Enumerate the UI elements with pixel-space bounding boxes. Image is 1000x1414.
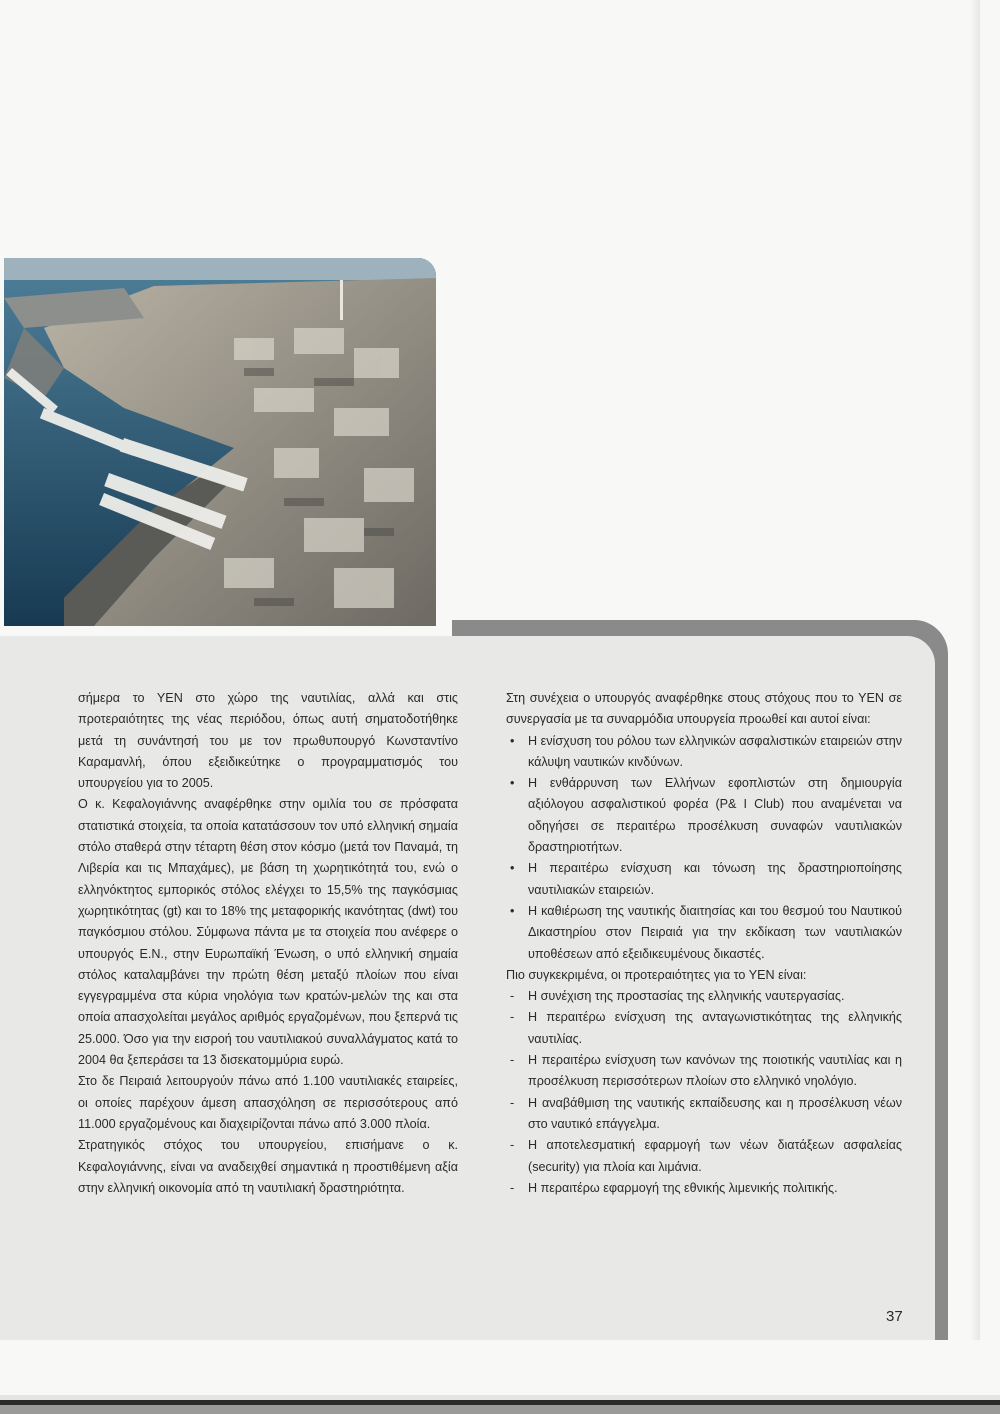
list-item-text: Η ενθάρρυνση των Ελλήνων εφοπλιστών στη δημιουργία αξιόλογου ασφαλιστικού φορέα (P& I Club) που αναμένεται να οδηγήσει σε περαιτέρω προσέλκυση συναφών ναυτιλιακών δραστηριοτήτων. [528,776,902,855]
paragraph: Στο δε Πειραιά λειτουργούν πάνω από 1.100 ναυτιλιακές εταιρείες, οι οποίες παρέχουν άμεση απασχόληση σε περισσότερους από 11.000 εργαζομένους και διαχειρίζονται πάνω από 3.000 πλοία. [78,1074,458,1131]
dash-mark: - [510,1180,515,1195]
page-shadow [970,0,980,1340]
list-item-text: Η περαιτέρω ενίσχυση και τόνωση της δραστηριοποίησης ναυτιλιακών εταιρειών. [528,861,902,897]
dash-mark: - [510,1010,515,1025]
left-column [78,688,458,1199]
priorities-list [506,986,902,1199]
list-item [506,1007,902,1050]
paragraph: Στρατηγικός στόχος του υπουργείου, επισήμανε ο κ. Κεφαλογιάννης, είναι να αναδειχθεί σημαντικά η προστιθέμενη αξία στην ελληνική οικονομία από τη ναυτιλιακή δραστηριότητα. [78,1138,458,1195]
list-item [506,901,902,965]
list-item [506,731,902,774]
page-number: 37 [886,1308,903,1325]
paragraph: Στη συνέχεια ο υπουργός αναφέρθηκε στους στόχους που το ΥΕΝ σε συνεργασία με τα συναρμόδια υπουργεία προωθεί και αυτοί είναι: [506,691,902,727]
list-item [506,858,902,901]
list-item-text: Η ενίσχυση του ρόλου των ελληνικών ασφαλιστικών εταιρειών στην κάλυψη ναυτικών κινδύνων. [528,733,902,769]
list-item [506,1093,902,1136]
dash-mark: - [510,1053,515,1068]
list-item-text: Η περαιτέρω ενίσχυση της ανταγωνιστικότητας της ελληνικής ναυτιλίας. [528,1010,902,1046]
list-item-text: Η αναβάθμιση της ναυτικής εκπαίδευσης και η προσέλκυση νέων στο ναυτικό επάγγελμα. [528,1095,902,1131]
list-item [506,773,902,858]
bullet-mark: • [510,733,515,748]
dash-mark: - [510,989,515,1004]
list-item-text: Η αποτελεσματική εφαρμογή των νέων διατάξεων ασφαλείας (security) για πλοία και λιμάνια. [528,1138,902,1174]
list-item [506,986,902,1007]
bullet-mark: • [510,776,515,791]
paragraph: Ο κ. Κεφαλογιάννης αναφέρθηκε στην ομιλία του σε πρόσφατα στατιστικά στοιχεία, τα οποία κατατάσσουν τον υπό ελληνική σημαία στόλο σταθερά στην τέταρτη θέση στον κόσμο (μετά τον Παναμά, τη Λιβερία και τις Μπαχάμες), με βάση τη χωρητικότητά του, ενώ ο ελληνόκτητος εμπορικός στόλος ελέγχει το 15,5% της παγκόσμιας χωρητικότητας (gt) και το 18% της μεταφορικής ικανότητας (dwt) του παγκόσμιου στόλου. Σύμφωνα πάντα με τα στοιχεία που ανέφερε ο υπουργός Ε.Ν., στην Ευρωπαϊκή Ένωση, ο υπό ελληνική σημαία στόλος καταλαμβάνει την πρώτη θέση μεταξύ πλοίων που είναι εγγεγραμμένα στα κύρια νηολόγια των κρατών-μελών της και στα οποία απασχολείται μεγάλος αριθμός εργαζομένων, που ξεπερνά τις 25.000. Όσο για την εισροή του ναυτιλιακού συναλλάγματος κατά το 2004 θα ξεπεράσει τα 13 δισεκατομμύρια ευρώ. [78,797,458,1068]
page-edge [0,1395,1000,1414]
list-item [506,1135,902,1178]
port-aerial-photo [4,258,436,626]
right-column [506,688,902,1199]
paragraph: σήμερα το ΥΕΝ στο χώρο της ναυτιλίας, αλλά και στις προτεραιότητες της νέας περιόδου, όπως αυτή σηματοδοτήθηκε μετά τη συνάντησή του με τον πρωθυπουργό Κωνσταντίνο Καραμανλή, όπου εξειδικεύτηκε ο προγραμματισμός του υπουργείου για το 2005. [78,691,458,791]
list-item [506,1050,902,1093]
paragraph: Πιο συγκεκριμένα, οι προτεραιότητες για το ΥΕΝ είναι: [506,967,807,982]
goals-list [506,731,902,965]
list-item-text: Η περαιτέρω εφαρμογή της εθνικής λιμενικής πολιτικής. [528,1180,838,1195]
bullet-mark: • [510,903,515,918]
list-item-text: Η περαιτέρω ενίσχυση των κανόνων της ποιοτικής ναυτιλίας και η προσέλκυση περισσότερων πλοίων στο ελληνικό νηολόγιο. [528,1053,902,1089]
dash-mark: - [510,1138,515,1153]
bullet-mark: • [510,861,515,876]
dash-mark: - [510,1095,515,1110]
list-item-text: Η καθιέρωση της ναυτικής διαιτησίας και του θεσμού του Ναυτικού Δικαστηρίου στον Πειραιά για την εκδίκαση των ναυτιλιακών υποθέσεων από εξειδικευμένους δικαστές. [528,903,902,961]
list-item [506,1178,902,1199]
list-item-text: Η συνέχιση της προστασίας της ελληνικής ναυτεργασίας. [528,989,845,1004]
